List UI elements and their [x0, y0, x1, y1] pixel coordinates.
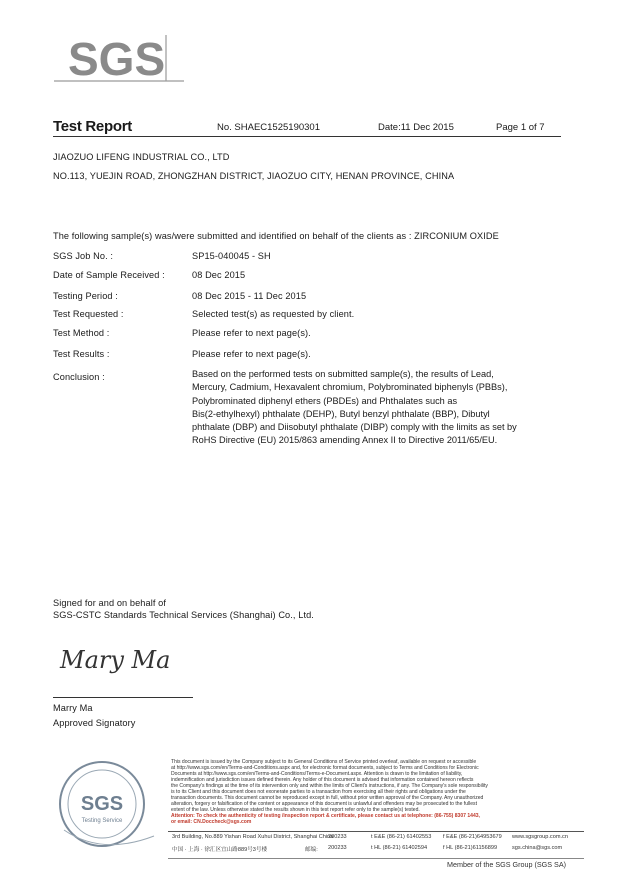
field-label-test-requested: Test Requested :	[53, 309, 124, 319]
footer-fax-hl: f HL (86-21)61156899	[443, 845, 498, 851]
stamp-label: Testing Service	[81, 818, 123, 824]
footer-divider	[168, 831, 584, 832]
sgs-group-member: Member of the SGS Group (SGS SA)	[447, 860, 567, 869]
disclaimer-line: extent of the law. Unless otherwise stated the results shown in this test report refer only to the sample(s) tested.	[171, 807, 420, 813]
footer-postcode-en: 200233	[328, 834, 347, 840]
disclaimer-line: at http://www.sgs.com/en/Terms-and-Conditions.aspx and, for electronic format documents, subject to Terms and Conditions for Electronic	[171, 765, 479, 771]
doccheck-email[interactable]: or email: CN.Doccheck@sgs.com	[171, 819, 252, 825]
conclusion-label: Conclusion :	[53, 372, 105, 382]
client-name: JIAOZUO LIFENG INDUSTRIAL CO., LTD	[53, 152, 230, 162]
conclusion-text	[192, 368, 552, 448]
disclaimer-line: the Company's findings at the time of its intervention only and within the limits of Client's instructions, if any. The Company's sole responsibility	[171, 783, 488, 789]
footer-tel-hl: t HL (86-21) 61402594	[371, 845, 428, 851]
testing-service-stamp	[50, 760, 164, 854]
disclaimer-line: Documents at http://www.sgs.com/en/Terms-and-Conditions/Terms-e-Document.aspx. Attention is drawn to the limitation of liability,	[171, 771, 463, 777]
handwritten-signature	[58, 640, 188, 676]
signatory-role: Approved Signatory	[53, 718, 136, 728]
footer-fax-ee: f E&E (86-21)64953679	[443, 834, 502, 840]
conclusion-line: Mercury, Cadmium, Hexavalent chromium, Polybrominated biphenyls (PBBs),	[192, 382, 508, 393]
footer-address-en: 3rd Building, No.889 Yishan Road Xuhui District, Shanghai China	[172, 834, 334, 840]
field-label-job-no: SGS Job No. :	[53, 251, 114, 261]
footer-tel-ee: t E&E (86-21) 61402553	[371, 834, 432, 840]
page-indicator: Page 1 of 7	[496, 122, 545, 133]
disclaimer-line: transaction documents. This document cannot be reproduced except in full, without prior written approval of the Company. Any unauthorized	[171, 795, 484, 801]
field-value-job-no: SP15-040045 - SH	[192, 251, 271, 261]
field-value-test-requested: Selected test(s) as requested by client.	[192, 309, 355, 319]
field-label-date-received: Date of Sample Received :	[53, 270, 165, 280]
field-value-test-method: Please refer to next page(s).	[192, 328, 311, 338]
signing-company: SGS-CSTC Standards Technical Services (Shanghai) Co., Ltd.	[53, 610, 314, 620]
field-label-test-method: Test Method :	[53, 328, 110, 338]
header-divider	[53, 136, 561, 137]
footer-postcode-cn: 200233	[328, 845, 347, 851]
sgs-logo	[52, 29, 186, 85]
bottom-divider	[168, 858, 584, 859]
report-title: Test Report	[53, 118, 132, 135]
disclaimer-line: alteration, forgery or falsification of the content or appearance of this document is unlawful and offenders may be prosecuted to the fullest	[171, 801, 477, 807]
field-value-test-results: Please refer to next page(s).	[192, 349, 311, 359]
signature-text: Mary Ma	[60, 646, 171, 674]
legal-disclaimer	[171, 759, 583, 825]
report-number: No. SHAEC1525190301	[217, 122, 320, 133]
disclaimer-line: is to its Client and this document does not exonerate parties to a transaction from exercising all their rights and obligations under the	[171, 789, 466, 795]
footer-postcode-cn-label: 邮编:	[305, 847, 318, 853]
signature-line	[53, 697, 193, 698]
footer-website[interactable]: www.sgsgroup.com.cn	[512, 834, 568, 840]
sample-intro: The following sample(s) was/were submitted and identified on behalf of the clients as : ZIRCONIUM OXIDE	[53, 231, 499, 241]
field-label-test-results: Test Results :	[53, 349, 110, 359]
client-address: NO.113, YUEJIN ROAD, ZHONGZHAN DISTRICT, JIAOZUO CITY, HENAN PROVINCE, CHINA	[53, 171, 455, 181]
conclusion-line: phthalate (DBP) and Diisobutyl phthalate (DIBP) comply with the limits as set by	[192, 422, 517, 433]
report-header	[53, 118, 553, 138]
footer-address-cn: 中国 · 上海 · 徐汇区宜山路889号3号楼	[172, 847, 268, 853]
disclaimer-line: indemnification and jurisdiction issues defined therein. Any holder of this document is advised that information contained hereon reflects	[171, 777, 474, 783]
footer-email[interactable]: sgs.china@sgs.com	[512, 845, 563, 851]
field-label-testing-period: Testing Period :	[53, 291, 118, 301]
field-value-testing-period: 08 Dec 2015 - 11 Dec 2015	[192, 291, 307, 301]
conclusion-line: Bis(2-ethylhexyl) phthalate (DEHP), Butyl benzyl phthalate (BBP), Dibutyl	[192, 408, 490, 419]
conclusion-line: RoHS Directive (EU) 2015/863 amending Annex II to Directive 2011/65/EU.	[192, 435, 498, 446]
conclusion-line: Based on the performed tests on submitted sample(s), the results of Lead,	[192, 369, 494, 379]
stamp-logo-text: SGS	[80, 793, 124, 815]
signed-on-behalf: Signed for and on behalf of	[53, 598, 167, 608]
logo-text: SGS	[68, 33, 166, 85]
report-date: Date:11 Dec 2015	[378, 122, 454, 133]
field-value-date-received: 08 Dec 2015	[192, 270, 246, 280]
conclusion-line: Polybrominated diphenyl ethers (PBDEs) and Phthalates such as	[192, 395, 458, 406]
signatory-name: Marry Ma	[53, 703, 93, 713]
disclaimer-line: This document is issued by the Company subject to its General Conditions of Service printed overleaf, available on request or accessible	[171, 759, 477, 765]
authenticity-notice: Attention: To check the authenticity of testing /inspection report & certificate, please contact us at telephone: (86-755) 8307 1443,	[171, 813, 480, 819]
